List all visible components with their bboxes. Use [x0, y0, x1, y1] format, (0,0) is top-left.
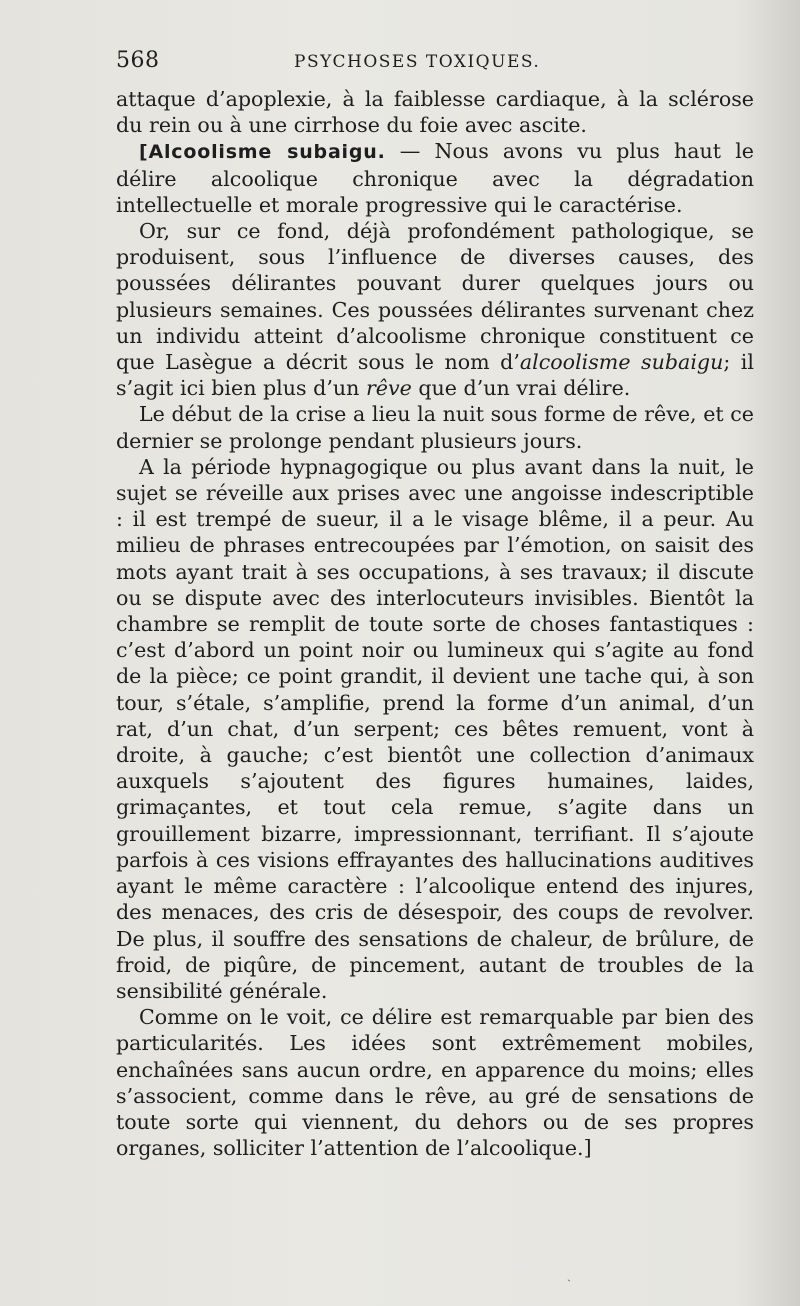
running-title: PSYCHOSES TOXIQUES.: [294, 52, 541, 72]
paragraph-text: — Nous avons vu plus haut le délire alcoolique chronique avec la dégradation intellectuelle et morale progressive qui le caractérise.: [116, 139, 754, 217]
paragraph-continuation: [116, 86, 754, 138]
italic-term: alcoolisme subaigu: [519, 350, 724, 375]
italic-term: rêve: [365, 376, 412, 401]
print-speck: ˏ: [567, 1268, 571, 1282]
page-number: 568: [116, 48, 160, 73]
paragraph: [116, 401, 754, 453]
page-header: [116, 48, 756, 78]
paragraph-section-start: [116, 138, 754, 218]
paragraph-text: que d’un vrai délire.: [411, 376, 631, 401]
paragraph-text: attaque d’apoplexie, à la faiblesse cardiaque, à la sclérose du rein ou à une cirrhose du foie avec ascite.: [116, 87, 754, 138]
paragraph-text: Comme on le voit, ce délire est remarquable par bien des particularités. Les idées sont extrêmement mobiles, enchaînées sans aucun ordre, en apparence du moins; elles s’associent, comme dans le rêve, au gré de sensations de toute sorte qui viennent, du dehors ou de ses propres organes, solliciter l’attention de l’alcoolique.]: [116, 1005, 754, 1161]
paragraph: [116, 218, 754, 401]
paragraph-text: A la période hypnagogique ou plus avant dans la nuit, le sujet se réveille aux prises avec une angoisse indescriptible : il est trempé de sueur, il a le visage blême, il a peur. Au milieu de phrases entrecoupées par l’émotion, on saisit des mots ayant trait à ses occupations, à ses travaux; il discute ou se dispute avec des interlocuteurs invisibles. Bientôt la chambre se remplit de toute sorte de choses fantastiques : c’est d’abord un point noir ou lumineux qui s’agite au fond de la pièce; ce point grandit, il devient une tache qui, à son tour, s’étale, s’amplifie, prend la forme d’un animal, d’un rat, d’un chat, d’un serpent; ces bêtes remuent, vont à droite, à gauche; c’est bientôt une collection d’animaux auxquels s’ajoutent des figures humaines, laides, grimaçantes, et tout cela remue, s’agite dans un grouillement bizarre, impressionnant, terrifiant. Il s’ajoute parfois à ces visions effrayantes des hallucinations auditives ayant le même caractère : l’alcoolique entend des injures, des menaces, des cris de désespoir, des coups de revolver. De plus, il souffre des sensations de chaleur, de brûlure, de froid, de piqûre, de pincement, autant de troubles de la sensibilité générale.: [116, 454, 754, 1003]
paragraph: [116, 1004, 754, 1161]
paragraph-text: Le début de la crise a lieu la nuit sous forme de rêve, et ce dernier se prolonge pendant plusieurs jours.: [116, 402, 754, 453]
paragraph-text: ; il s’agit ici bien plus d’un: [116, 350, 754, 401]
section-heading: [Alcoolisme subaigu.: [139, 141, 386, 164]
body-text: [116, 86, 754, 1161]
paragraph: [116, 454, 754, 1004]
paragraph-text: Or, sur ce fond, déjà profondément pathologique, se produisent, sous l’influence de diverses causes, des poussées délirantes pouvant durer quelques jours ou plusieurs semaines. Ces poussées délirantes survenant chez un individu atteint d’alcoolisme chronique constituent ce que Lasègue a décrit sous le nom d’: [116, 219, 754, 375]
